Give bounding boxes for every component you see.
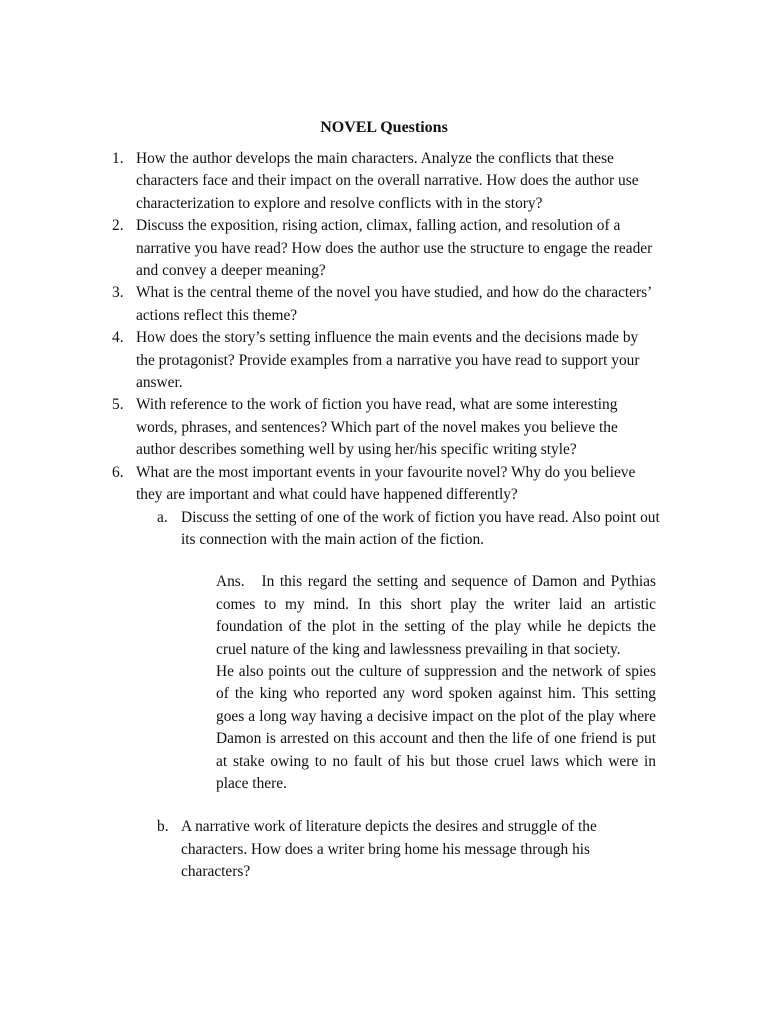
sub-question-letter: a.	[157, 508, 168, 526]
sub-question-letter: b.	[157, 818, 169, 836]
question-item-6	[112, 462, 660, 507]
question-item-4	[112, 327, 660, 394]
question-number: 6.	[112, 463, 124, 481]
question-item-3	[112, 282, 660, 327]
question-number: 3.	[112, 284, 124, 302]
document-title: NOVEL Questions	[320, 119, 448, 136]
question-text: With reference to the work of fiction you have read, what are some interesting words, phrases, and sentences? Which part of the novel makes you believe the author describes something well by using her/his specific writing style?	[136, 396, 618, 459]
answer-paragraph-1: Ans. In this regard the setting and sequence of Damon and Pythias comes to my mind. In this short play the writer laid an artistic foundation of the plot in the setting of the play while he depicts the cruel nature of the king and lawlessness prevailing in that society.	[216, 573, 660, 658]
answer-block	[216, 571, 660, 795]
question-number: 2.	[112, 217, 124, 235]
sub-question-b	[157, 816, 660, 883]
question-text: What are the most important events in your favourite novel? Why do you believe they are important and what could have happened differently?	[136, 463, 636, 504]
question-number: 4.	[112, 329, 124, 347]
sub-question-a	[157, 507, 660, 552]
question-item-2	[112, 215, 660, 282]
question-text: How the author develops the main characters. Analyze the conflicts that these characters face and their impact on the overall narrative. How does the author use characterization to explore and resolve conflicts with in the story?	[136, 150, 639, 212]
question-item-5	[112, 394, 660, 461]
sub-question-text: Discuss the setting of one of the work of fiction you have read. Also point out its connection with the main action of the fiction.	[181, 508, 660, 548]
question-item-1	[112, 148, 660, 215]
question-list	[112, 148, 660, 884]
answer-paragraph-2: He also points out the culture of suppression and the network of spies of the king who reported any word spoken against him. This setting goes a long way having a decisive impact on the plot of the play where Damon is arrested on this account and then the life of one friend is put at stake owing to no fault of his but those cruel laws which were in place there.	[216, 662, 656, 792]
question-number: 5.	[112, 396, 124, 414]
question-text: How does the story’s setting influence the main events and the decisions made by the protagonist? Provide examples from a narrative you have read to support your answer.	[136, 329, 640, 392]
sub-question-text: A narrative work of literature depicts the desires and struggle of the characters. How does a writer bring home his message through his characters?	[181, 818, 597, 881]
question-number: 1.	[112, 150, 124, 167]
question-text: Discuss the exposition, rising action, climax, falling action, and resolution of a narrative you have read? How does the author use the structure to engage the reader and convey a deeper meaning?	[136, 217, 653, 280]
question-text: What is the central theme of the novel you have studied, and how do the characters’ actions reflect this theme?	[136, 284, 652, 324]
